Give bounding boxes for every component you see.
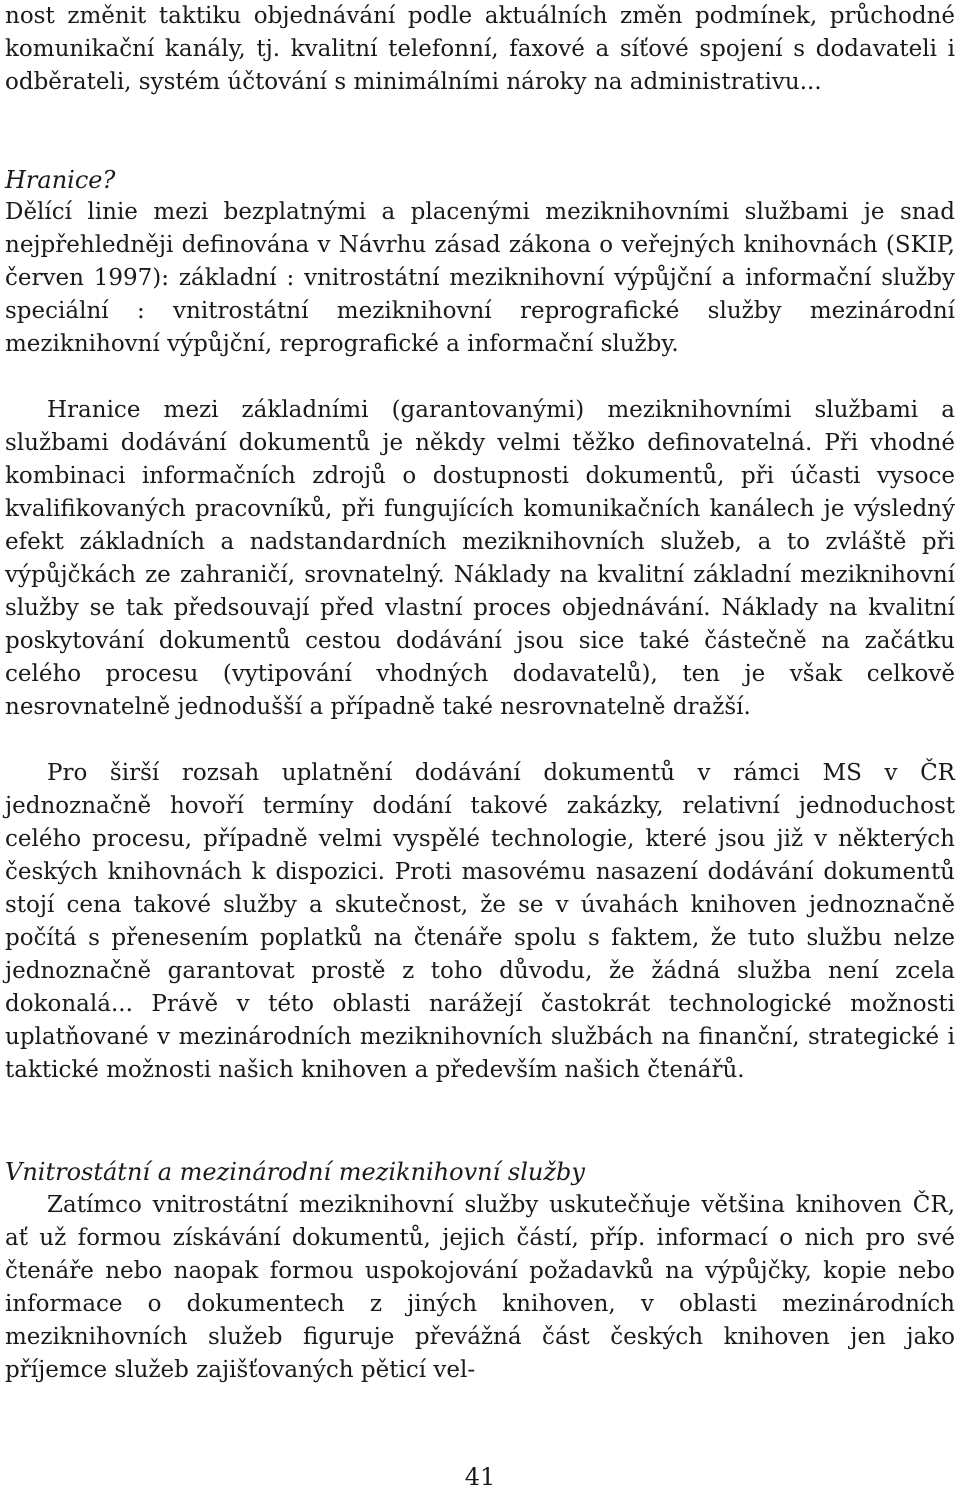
paragraph-boundary: Hranice mezi základními (garantovanými) meziknihovními službami a službami dodávání dokumentů je někdy velmi těžko definovatelná. Při vhodné kombinaci informačních zdrojů o dostupnosti dokumentů, při účasti vysoce kvalifikovaných pracovníků, při fungujících komunikačních kanálech je výsledný efekt základních a nadstandardních meziknihovních služeb, a to zvláště při výpůjčkách ze zahraničí, srovnatelný. Náklady na kvalitní základní meziknihovní služby se tak předsouvají před vlastní proces objednávání. Náklady na kvalitní poskytování dokumentů cestou dodávání jsou sice také částečně na začátku celého procesu (vytipování vhodných dodavatelů), ten je však celkově nesrovnatelně jednodušší a případně také nesrovnatelně dražší. bbox=[5, 397, 955, 720]
paragraph-document-delivery: Pro širší rozsah uplatnění dodávání dokumentů v rámci MS v ČR jednoznačně hovoří termíny dodání takové zakázky, relativní jednoduchost celého procesu, případně velmi vyspělé technologie, které jsou již v některých českých knihovnách k dispozici. Proti masovému nasazení dodávání dokumentů stojí cena takové služby a skutečnost, že se v úvahách knihoven jednoznačně počítá s přenesením poplatků na čtenáře spolu s faktem, že tuto službu nelze jednoznačně garantovat prostě z toho důvodu, že žádná služba není zcela dokonalá... Právě v této oblasti narážejí častokrát technologické možnosti uplatňované v mezinárodních meziknihovních službách na finanční, strategické i taktické možnosti našich knihoven a především našich čtenářů. bbox=[5, 760, 955, 1083]
paragraph-definition: Dělící linie mezi bezplatnými a placenými meziknihovními službami je snad nejpřehledněji definována v Návrhu zásad zákona o veřejných knihovnách (SKIP, červen 1997): základní : vnitrostátní meziknihovní výpůjční a informační služby speciální : vnitrostátní meziknihovní reprografické služby mezinárodní meziknihovní výpůjční, reprografické a informační služby. bbox=[5, 199, 955, 357]
intro-paragraph: nost změnit taktiku objednávání podle aktuálních změn podmínek, průchodné komunikační kanály, tj. kvalitní telefonní, faxové a síťové spojení s dodavateli i odběrateli, systém účtování s minimálními nároky na administrativu... bbox=[5, 3, 955, 95]
page-number: 41 bbox=[464, 1463, 496, 1491]
section-heading-interlibrary: Vnitrostátní a mezinárodní meziknihovní služby bbox=[5, 1158, 585, 1186]
paragraph-interlibrary: Zatímco vnitrostátní meziknihovní služby uskutečňuje většina knihoven ČR, ať už formou získávání dokumentů, jejich částí, příp. informací o nich pro své čtenáře nebo naopak formou uspokojování požadavků na výpůjčky, kopie nebo informace o dokumentech z jiných knihoven, v oblasti mezinárodních meziknihovních služeb figuruje převážná část českých knihoven jen jako příjemce služeb zajišťovaných pěticí vel- bbox=[5, 1192, 955, 1383]
section-heading-hranice: Hranice? bbox=[5, 166, 116, 194]
